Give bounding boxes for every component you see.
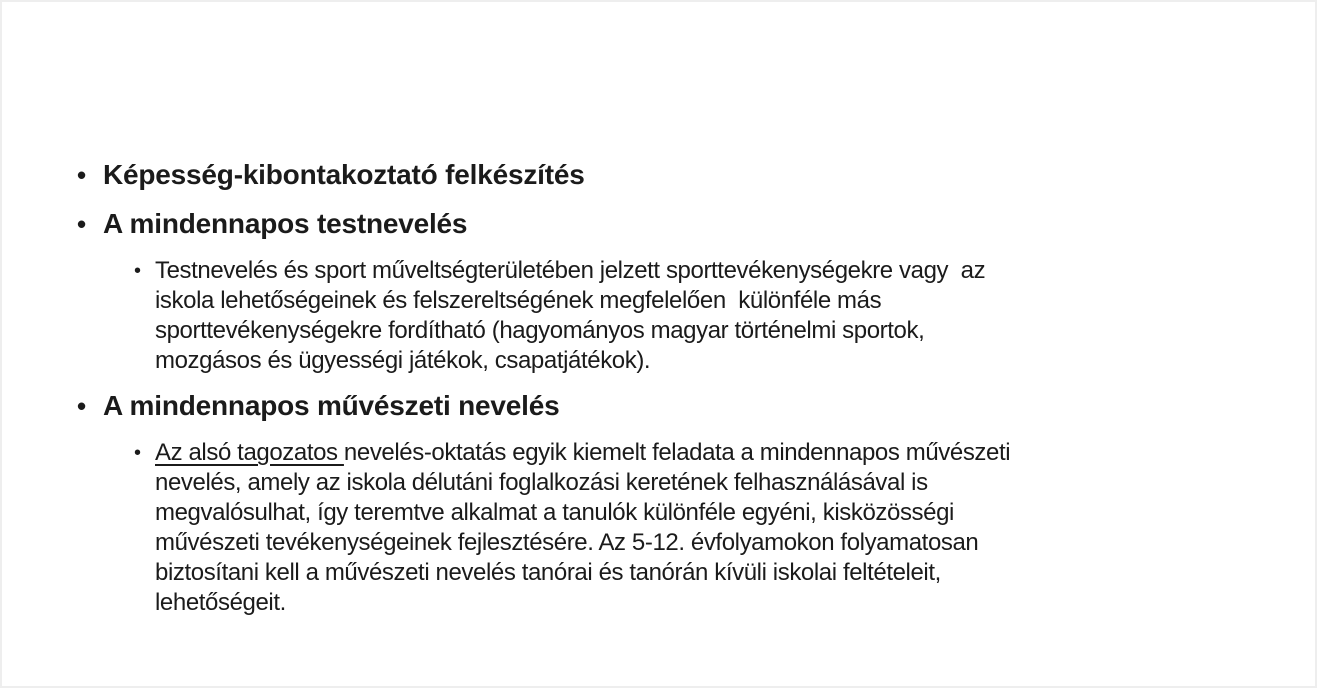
body-line: Testnevelés és sport műveltségterületében jelzett sporttevékenységekre vagy az <box>155 257 986 284</box>
body-line <box>155 438 1255 468</box>
bullet-item-muveszeti <box>77 389 1255 423</box>
bullet-label: A mindennapos művészeti nevelés <box>103 390 560 421</box>
body-line: biztosítani kell a művészeti nevelés tanórai és tanórán kívüli iskolai feltételeit, <box>155 559 941 586</box>
paragraph-lines <box>155 256 1255 376</box>
underlined-text: Az alsó tagozatos <box>155 439 344 466</box>
body-line: művészeti tevékenységeinek fejlesztésére. Az 5-12. évfolyamokon folyamatosan <box>155 529 979 556</box>
bullet-icon: • <box>77 160 86 190</box>
body-line: nevelés, amely az iskola délutáni foglalkozási keretének felhasználásával is <box>155 469 928 496</box>
bullet-item-testneveles <box>77 207 1255 241</box>
body-line: iskola lehetőségeinek és felszereltségének megfelelően különféle más <box>155 287 882 314</box>
bullet-icon: • <box>134 442 141 464</box>
bullet-icon: • <box>77 209 86 239</box>
sub-bullet-paragraph-testneveles <box>134 256 1255 376</box>
body-line: lehetőségeit. <box>155 589 286 616</box>
body-line: megvalósulhat, így teremtve alkalmat a tanulók különféle egyéni, kisközösségi <box>155 499 954 526</box>
bullet-icon: • <box>77 391 86 421</box>
bullet-label: A mindennapos testnevelés <box>103 208 468 239</box>
bullet-label: Képesség-kibontakoztató felkészítés <box>103 159 585 190</box>
paragraph-lines <box>155 438 1255 618</box>
bullet-icon: • <box>134 260 141 282</box>
body-line: mozgásos és ügyességi játékok, csapatjátékok). <box>155 347 651 374</box>
body-line: sporttevékenységekre fordítható (hagyományos magyar történelmi sportok, <box>155 317 925 344</box>
sub-bullet-paragraph-muveszeti <box>134 438 1255 618</box>
bullet-item-kepesseg <box>77 158 1255 192</box>
body-line-rest: nevelés-oktatás egyik kiemelt feladata a mindennapos művészeti <box>343 439 1011 466</box>
slide-content <box>2 2 1315 618</box>
